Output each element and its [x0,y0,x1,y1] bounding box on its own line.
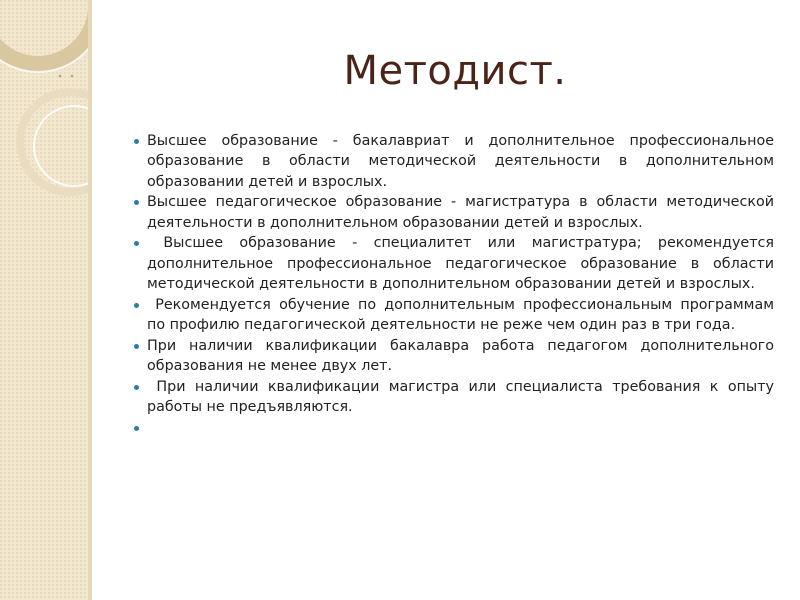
bullet-item [134,295,774,336]
bullet-item [134,192,774,233]
bullet-dot-icon [134,200,139,205]
bullet-dot-icon [134,385,139,390]
slide-title: Методист. [343,48,567,94]
bullet-dot-icon [134,344,139,349]
bullet-text: При наличии квалификации магистра или специалиста требования к опыту работы не предъявляются. [147,379,774,416]
bullet-text: Высшее образование - бакалавриат и дополнительное профессиональное образование в области методической деятельности в дополнительном образовании детей и взрослых. [147,133,774,190]
bullet-dot-icon [134,426,139,431]
bullet-text: При наличии квалификации бакалавра работа педагогом дополнительного образования не менее двух лет. [147,337,774,375]
bullet-list [134,131,774,439]
bullet-item [134,336,774,377]
ring-middle-inner [34,106,88,186]
bullet-dot-icon [134,303,139,308]
bullet-item [134,131,774,192]
decorative-rings [0,0,88,600]
bullet-text: Рекомендуется обучение по дополнительным профессиональным программам по профилю педагогической деятельности не реже чем один раз в три года. [147,296,774,334]
dot-decor [71,75,74,78]
bullet-item [134,377,774,418]
bullet-dot-icon [134,139,139,144]
dot-decor [59,75,62,78]
bullet-item-empty [134,418,774,438]
bullet-dot-icon [134,241,139,246]
side-panel-border [88,0,92,600]
bullet-text: Высшее педагогическое образование - магистратура в области методической деятельности в дополнительном образовании детей и взрослых. [147,194,774,231]
decorative-side-panel [0,0,88,600]
bullet-item [134,233,774,294]
bullet-text: Высшее образование - специалитет или магистратура; рекомендуется дополнительное профессиональное педагогическое образование в области методической деятельности в дополнительном образовании детей и взрослых. [147,235,774,293]
ring-large-top [0,0,88,64]
